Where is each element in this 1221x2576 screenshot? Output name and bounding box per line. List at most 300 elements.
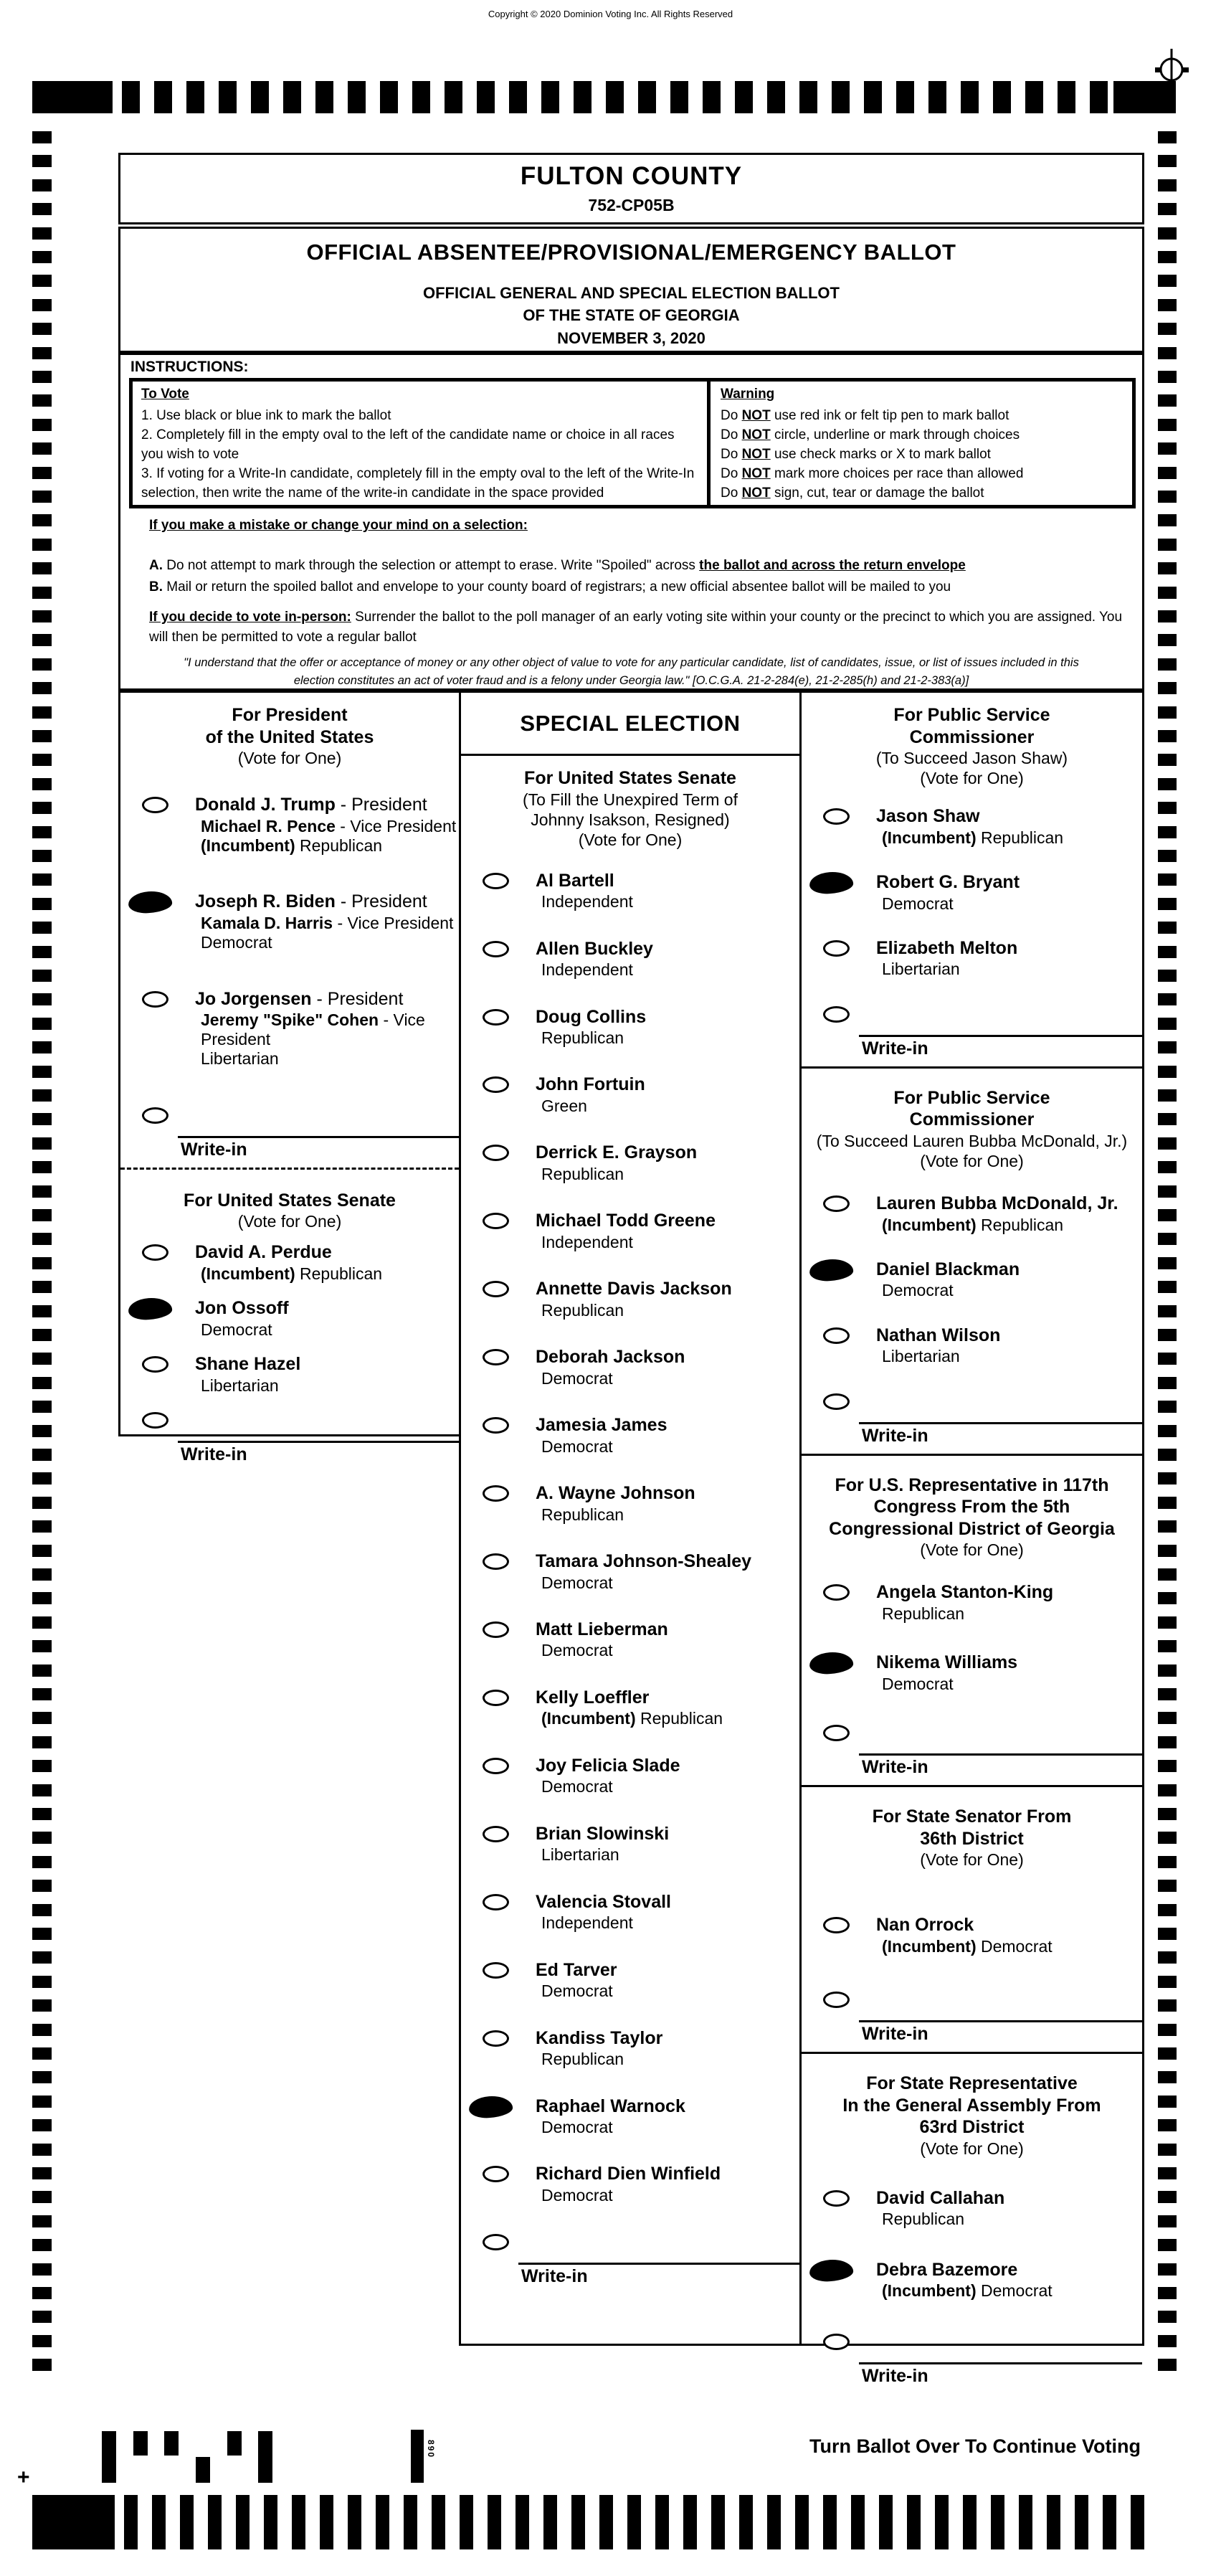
candidate-row xyxy=(802,1193,1142,1234)
edge-square-left xyxy=(32,706,52,719)
candidate-line-2: Libertarian xyxy=(882,1347,960,1366)
instructions-label: INSTRUCTIONS: xyxy=(130,359,249,375)
timing-bar xyxy=(208,2495,222,2549)
oval-michael-todd-greene[interactable] xyxy=(483,1213,509,1229)
oval-allen-buckley[interactable] xyxy=(483,941,509,957)
oval-deborah-jackson[interactable] xyxy=(483,1349,509,1365)
candidate-name-line: Kelly Loeffler xyxy=(536,1687,650,1708)
candidate-row xyxy=(461,938,799,980)
candidate-name-line: Shane Hazel xyxy=(195,1354,301,1375)
edge-square-right xyxy=(1158,299,1177,311)
candidate-text xyxy=(536,1891,799,1933)
edge-square-left xyxy=(32,1736,52,1748)
oval-debra-bazemore[interactable] xyxy=(809,2258,854,2283)
oval-david-callahan[interactable] xyxy=(823,2190,850,2207)
candidate-row xyxy=(802,2259,1142,2301)
candidate-text xyxy=(876,1914,1142,1956)
contest-header xyxy=(806,1806,1138,1870)
edge-square-left xyxy=(32,1281,52,1293)
timing-bar xyxy=(236,2495,250,2549)
write-in-row xyxy=(802,2331,1142,2362)
edge-square-left xyxy=(32,587,52,599)
election-date: NOVEMBER 3, 2020 xyxy=(557,329,705,347)
edge-square-left xyxy=(32,1137,52,1150)
edge-square-right xyxy=(1158,1497,1177,1509)
contest-subtitle-line: (To Succeed Lauren Bubba McDonald, Jr.) xyxy=(816,1131,1128,1150)
ballot-column-1 xyxy=(118,691,461,1464)
candidate-row xyxy=(461,1823,799,1865)
timing-bar xyxy=(488,2495,501,2549)
candidate-text xyxy=(876,2187,1142,2229)
candidate-row xyxy=(461,870,799,911)
timing-bar xyxy=(1025,81,1043,113)
candidate-text xyxy=(536,1550,799,1592)
barcode-bar xyxy=(133,2431,148,2456)
oval-derrick-e-grayson[interactable] xyxy=(483,1145,509,1161)
edge-square-right xyxy=(1158,898,1177,910)
edge-square-right xyxy=(1158,970,1177,982)
edge-square-left xyxy=(32,1041,52,1053)
edge-square-left xyxy=(32,658,52,671)
edge-square-right xyxy=(1158,1999,1177,2012)
oval-jon-ossoff[interactable] xyxy=(128,1297,173,1321)
warning-item: Do NOT sign, cut, tear or damage the ballot xyxy=(721,485,984,501)
barcode-bar xyxy=(102,2431,116,2483)
timing-bar xyxy=(993,81,1011,113)
oval-jamesia-james[interactable] xyxy=(483,1417,509,1434)
sequence-bar xyxy=(411,2430,424,2483)
edge-square-left xyxy=(32,1760,52,1772)
edge-square-left xyxy=(32,2096,52,2108)
edge-square-right xyxy=(1158,251,1177,263)
edge-square-left xyxy=(32,1425,52,1437)
instructions-box xyxy=(118,353,1144,691)
timing-block xyxy=(1113,81,1176,113)
edge-square-right xyxy=(1158,2119,1177,2131)
candidate-text xyxy=(536,1959,799,2001)
ballot-subtitle-1: OFFICIAL GENERAL AND SPECIAL ELECTION BALLOT xyxy=(423,284,840,302)
candidate-name-line: Jamesia James xyxy=(536,1415,667,1436)
contest-section xyxy=(461,756,799,2294)
edge-square-left xyxy=(32,1520,52,1533)
mistake-item: A. Do not attempt to mark through the selection or attempt to erase. Write "Spoiled" across the ballot and across the return envelope xyxy=(149,557,966,573)
edge-square-right xyxy=(1158,1089,1177,1102)
edge-square-right xyxy=(1158,778,1177,790)
oval-richard-dien-winfield[interactable] xyxy=(483,2166,509,2182)
oval-robert-g-bryant[interactable] xyxy=(809,871,854,895)
edge-square-left xyxy=(32,682,52,694)
edge-square-right xyxy=(1158,1520,1177,1533)
timing-bar xyxy=(152,2495,166,2549)
candidate-text xyxy=(536,1346,799,1388)
candidate-name-line: Jo Jorgensen - President xyxy=(195,988,404,1009)
candidate-line-3: Democrat xyxy=(201,933,272,952)
oval-write-in[interactable] xyxy=(823,1992,850,2008)
mistake-item: B. Mail or return the spoiled ballot and envelope to your county board of registrars; a new official absentee ballot will be mailed to you xyxy=(149,579,951,595)
candidate-text xyxy=(195,1353,459,1395)
write-in-row xyxy=(120,1104,459,1136)
oval-nathan-wilson[interactable] xyxy=(823,1327,850,1344)
candidate-text xyxy=(876,871,1142,913)
candidate-row xyxy=(461,1755,799,1796)
to-vote-item: 2. Completely fill in the empty oval to the left of the candidate name or choice in all races you wish to vote xyxy=(141,427,675,462)
write-in-row xyxy=(802,1989,1142,2020)
edge-square-left xyxy=(32,1976,52,1988)
oval-write-in[interactable] xyxy=(142,1412,168,1429)
edge-square-left xyxy=(32,1353,52,1365)
timing-bar xyxy=(571,2495,585,2549)
timing-bar xyxy=(1047,2495,1060,2549)
edge-square-right xyxy=(1158,562,1177,574)
contest-subtitle-line: (Vote for One) xyxy=(920,2139,1024,2158)
candidate-row xyxy=(461,1278,799,1320)
oval-donald-j-trump[interactable] xyxy=(142,797,168,813)
contest-title-line: Congressional District of Georgia xyxy=(829,1518,1115,1539)
contest-subtitle-line: (Vote for One) xyxy=(920,1850,1024,1870)
candidate-text xyxy=(536,1278,799,1320)
oval-write-in[interactable] xyxy=(823,1393,850,1410)
candidate-row xyxy=(120,1241,459,1283)
candidate-line-2: Republican xyxy=(882,2210,965,2229)
candidate-text xyxy=(195,1241,459,1283)
edge-square-right xyxy=(1158,730,1177,742)
write-in-row xyxy=(802,1003,1142,1035)
contest-header xyxy=(806,1087,1138,1171)
oval-valencia-stovall[interactable] xyxy=(483,1894,509,1910)
oval-lauren-bubba-mcdonald-jr[interactable] xyxy=(823,1195,850,1212)
write-in-label: Write-in xyxy=(862,1757,928,1778)
oval-al-bartell[interactable] xyxy=(483,873,509,889)
edge-square-right xyxy=(1158,1018,1177,1030)
edge-square-left xyxy=(32,275,52,287)
candidate-name-line: Allen Buckley xyxy=(536,938,653,959)
candidate-line-2: Democrat xyxy=(201,1320,272,1339)
contest-title-line: of the United States xyxy=(205,726,374,747)
edge-square-right xyxy=(1158,1951,1177,1964)
write-in-label: Write-in xyxy=(862,1038,928,1059)
candidate-row xyxy=(461,1414,799,1456)
candidate-name-line: Robert G. Bryant xyxy=(876,872,1020,893)
edge-square-left xyxy=(32,1832,52,1844)
contest-section xyxy=(120,693,459,1170)
edge-square-right xyxy=(1158,1568,1177,1581)
edge-square-left xyxy=(32,562,52,574)
oval-kelly-loeffler[interactable] xyxy=(483,1690,509,1706)
mistake-instructions xyxy=(149,516,1125,600)
candidate-text xyxy=(536,938,799,980)
oval-jo-jorgensen[interactable] xyxy=(142,991,168,1008)
write-in-label: Write-in xyxy=(862,2024,928,2045)
timing-bar xyxy=(460,2495,473,2549)
oval-daniel-blackman[interactable] xyxy=(809,1258,854,1282)
timing-bar xyxy=(574,81,592,113)
candidate-row xyxy=(461,1006,799,1048)
candidate-text xyxy=(536,2027,799,2069)
contest-header xyxy=(125,704,455,768)
candidate-line-2: Green xyxy=(541,1096,587,1115)
candidate-row xyxy=(802,1914,1142,1956)
edge-square-left xyxy=(32,179,52,191)
edge-square-left xyxy=(32,1018,52,1030)
contest-title-line: For President xyxy=(232,705,348,725)
ballot-title-box xyxy=(118,227,1144,353)
edge-square-left xyxy=(32,1880,52,1892)
edge-square-left xyxy=(32,1665,52,1677)
contest-header xyxy=(806,2073,1138,2159)
candidate-text xyxy=(876,1259,1142,1300)
candidate-text xyxy=(876,2259,1142,2301)
contest-subtitle-line: (To Fill the Unexpired Term of xyxy=(523,790,738,809)
timing-bar xyxy=(638,81,656,113)
edge-square-left xyxy=(32,610,52,622)
oval-joy-felicia-slade[interactable] xyxy=(483,1758,509,1774)
edge-square-right xyxy=(1158,203,1177,215)
edge-square-right xyxy=(1158,1353,1177,1365)
candidate-text xyxy=(536,1074,799,1115)
edge-square-right xyxy=(1158,873,1177,886)
contest-section xyxy=(120,1178,459,1472)
affirmation-line-1: "I understand that the offer or acceptance of money or any other object of value to vote for any particular candidate, list of candidates, issue, or list of issues included in this xyxy=(184,656,1079,669)
ballot-column-3 xyxy=(799,691,1144,2386)
county-header-box xyxy=(118,153,1144,224)
candidate-row xyxy=(120,988,459,1069)
edge-square-right xyxy=(1158,2239,1177,2251)
timing-bar xyxy=(627,2495,641,2549)
candidate-row xyxy=(120,794,459,855)
write-in-label: Write-in xyxy=(862,1425,928,1446)
oval-tamara-johnson-shealey[interactable] xyxy=(483,1553,509,1570)
timing-bar xyxy=(795,2495,809,2549)
timing-bar xyxy=(477,81,495,113)
timing-bar xyxy=(599,2495,613,2549)
edge-square-right xyxy=(1158,1688,1177,1700)
oval-shane-hazel[interactable] xyxy=(142,1356,168,1373)
edge-square-left xyxy=(32,155,52,167)
edge-square-right xyxy=(1158,1856,1177,1868)
edge-square-right xyxy=(1158,227,1177,240)
timing-bar xyxy=(541,81,559,113)
oval-joseph-r-biden[interactable] xyxy=(128,890,173,914)
county-name: FULTON COUNTY xyxy=(520,162,743,190)
contest-subtitle-line: (Vote for One) xyxy=(920,769,1024,788)
candidate-row xyxy=(802,1325,1142,1366)
edge-square-left xyxy=(32,1999,52,2012)
oval-write-in[interactable] xyxy=(823,1725,850,1741)
instructions-inner-box xyxy=(129,378,1136,508)
candidate-row xyxy=(802,2187,1142,2229)
edge-square-left xyxy=(32,1401,52,1413)
candidate-text xyxy=(876,1581,1142,1623)
edge-square-right xyxy=(1158,1665,1177,1677)
oval-elizabeth-melton[interactable] xyxy=(823,940,850,957)
warning-instructions xyxy=(707,382,1132,505)
edge-square-left xyxy=(32,1688,52,1700)
oval-write-in[interactable] xyxy=(142,1107,168,1124)
candidate-name-line: Al Bartell xyxy=(536,870,614,891)
candidate-text xyxy=(536,1414,799,1456)
edge-square-left xyxy=(32,347,52,359)
edge-square-left xyxy=(32,1161,52,1173)
edge-square-left xyxy=(32,1928,52,1940)
plus-registration-mark: + xyxy=(17,2466,30,2489)
edge-square-right xyxy=(1158,1185,1177,1198)
edge-square-right xyxy=(1158,1233,1177,1245)
edge-square-right xyxy=(1158,514,1177,526)
contest-title-line: Commissioner xyxy=(909,1109,1035,1130)
ballot-title: OFFICIAL ABSENTEE/PROVISIONAL/EMERGENCY BALLOT xyxy=(306,240,956,265)
edge-square-left xyxy=(32,491,52,503)
edge-square-left xyxy=(32,730,52,742)
edge-square-left xyxy=(32,1377,52,1389)
edge-square-right xyxy=(1158,394,1177,407)
candidate-name-line: Deborah Jackson xyxy=(536,1347,685,1368)
edge-square-left xyxy=(32,1305,52,1317)
edge-square-right xyxy=(1158,993,1177,1005)
candidate-line-2: Jeremy "Spike" Cohen - Vice President xyxy=(201,1010,425,1048)
oval-nan-orrock[interactable] xyxy=(823,1917,850,1933)
edge-square-right xyxy=(1158,826,1177,838)
ballot-code: 752-CP05B xyxy=(588,196,675,214)
edge-square-right xyxy=(1158,1377,1177,1389)
edge-square-right xyxy=(1158,1305,1177,1317)
candidate-text xyxy=(536,1142,799,1183)
edge-square-left xyxy=(32,539,52,551)
contest-title-line: In the General Assembly From xyxy=(842,2095,1101,2116)
oval-john-fortuin[interactable] xyxy=(483,1076,509,1093)
oval-matt-lieberman[interactable] xyxy=(483,1621,509,1638)
timing-bar xyxy=(735,81,753,113)
oval-annette-davis-jackson[interactable] xyxy=(483,1281,509,1297)
candidate-row xyxy=(461,2163,799,2205)
candidate-line-2: Independent xyxy=(541,892,633,911)
oval-david-a-perdue[interactable] xyxy=(142,1244,168,1261)
barcode-bar xyxy=(227,2431,242,2456)
contest-title-line: For United States Senate xyxy=(184,1190,396,1211)
edge-square-left xyxy=(32,754,52,766)
timing-bar xyxy=(961,81,979,113)
timing-bar xyxy=(320,2495,333,2549)
edge-square-left xyxy=(32,1568,52,1581)
oval-write-in[interactable] xyxy=(483,2234,509,2250)
candidate-row xyxy=(461,1074,799,1115)
edge-square-left xyxy=(32,1856,52,1868)
oval-a-wayne-johnson[interactable] xyxy=(483,1485,509,1502)
candidate-text xyxy=(536,1687,799,1728)
oval-jason-shaw[interactable] xyxy=(823,808,850,825)
candidate-name-line: Daniel Blackman xyxy=(876,1259,1020,1279)
edge-square-right xyxy=(1158,2071,1177,2083)
candidate-line-2: Republican xyxy=(541,1505,624,1524)
edge-square-left xyxy=(32,1640,52,1652)
candidate-name-line: Joy Felicia Slade xyxy=(536,1755,680,1776)
oval-nikema-williams[interactable] xyxy=(809,1651,854,1675)
candidate-line-2: Democrat xyxy=(541,1573,613,1592)
contest-subtitle-line: (Vote for One) xyxy=(578,830,683,849)
edge-square-left xyxy=(32,419,52,431)
vote-for-line: (Vote for One) xyxy=(237,749,342,767)
vote-for-line: (Vote for One) xyxy=(237,1212,342,1231)
oval-brian-slowinski[interactable] xyxy=(483,1826,509,1842)
edge-square-left xyxy=(32,922,52,934)
edge-square-right xyxy=(1158,1760,1177,1772)
edge-square-right xyxy=(1158,2096,1177,2108)
oval-kandiss-taylor[interactable] xyxy=(483,2030,509,2047)
candidate-line-2: Libertarian xyxy=(201,1375,279,1395)
candidate-line-2: Democrat xyxy=(541,1777,613,1796)
candidate-text xyxy=(195,1297,459,1339)
oval-ed-tarver[interactable] xyxy=(483,1962,509,1979)
warning-item: Do NOT mark more choices per race than allowed xyxy=(721,465,1024,481)
candidate-line-2: (Incumbent) Democrat xyxy=(882,1936,1053,1956)
candidate-name-line: David Callahan xyxy=(876,2187,1005,2208)
candidate-line-2: Republican xyxy=(882,1604,965,1623)
edge-square-right xyxy=(1158,2191,1177,2203)
timing-bar xyxy=(864,81,882,113)
candidate-row xyxy=(461,2096,799,2137)
contest-title-line: Congress From the 5th xyxy=(873,1497,1070,1517)
mistake-label: If you make a mistake or change your mind on a selection: xyxy=(149,518,528,533)
edge-square-right xyxy=(1158,155,1177,167)
timing-block xyxy=(32,81,113,113)
write-in-label: Write-in xyxy=(862,2365,928,2386)
edge-square-right xyxy=(1158,1472,1177,1484)
edge-square-left xyxy=(32,1712,52,1724)
affirmation-line-2: election constitutes an act of voter fraud and is a felony under Georgia law." [O.C.G.A. 21-2-284(e), 21-2-285(h) and 21-2-383(a)] xyxy=(293,673,969,687)
edge-square-right xyxy=(1158,1449,1177,1461)
candidate-text xyxy=(876,1193,1142,1234)
candidate-line-2: (Incumbent) Republican xyxy=(541,1709,723,1728)
oval-raphael-warnock[interactable] xyxy=(468,2094,513,2118)
timing-bar xyxy=(832,81,850,113)
candidate-line-2: Kamala D. Harris - Vice President xyxy=(201,913,454,932)
edge-square-left xyxy=(32,514,52,526)
edge-square-right xyxy=(1158,491,1177,503)
candidate-row xyxy=(461,1687,799,1728)
edge-square-left xyxy=(32,2311,52,2323)
oval-angela-stanton-king[interactable] xyxy=(823,1584,850,1601)
write-in-row xyxy=(120,1409,459,1441)
oval-doug-collins[interactable] xyxy=(483,1009,509,1026)
candidate-text xyxy=(536,1006,799,1048)
timing-bar xyxy=(509,81,527,113)
candidate-text xyxy=(536,1619,799,1660)
candidate-row xyxy=(461,1959,799,2001)
timing-bar xyxy=(445,81,462,113)
timing-bar xyxy=(711,2495,725,2549)
edge-square-left xyxy=(32,634,52,646)
timing-bar xyxy=(767,2495,781,2549)
candidate-text xyxy=(195,794,459,855)
edge-square-left xyxy=(32,1209,52,1221)
contest-header xyxy=(806,1474,1138,1561)
timing-bar xyxy=(348,2495,361,2549)
timing-bar xyxy=(219,81,237,113)
edge-square-left xyxy=(32,850,52,862)
timing-bar xyxy=(703,81,721,113)
edge-square-left xyxy=(32,1784,52,1796)
edge-square-left xyxy=(32,2359,52,2371)
edge-square-left xyxy=(32,1329,52,1341)
oval-write-in[interactable] xyxy=(823,2334,850,2350)
timing-bar xyxy=(928,81,946,113)
edge-square-right xyxy=(1158,323,1177,335)
oval-write-in[interactable] xyxy=(823,1006,850,1023)
edge-square-right xyxy=(1158,1736,1177,1748)
candidate-name-line: David A. Perdue xyxy=(195,1242,332,1263)
contest-subtitle-line: (Vote for One) xyxy=(920,1151,1024,1170)
candidate-name-line: Derrick E. Grayson xyxy=(536,1142,698,1163)
candidate-line-2: Michael R. Pence - Vice President xyxy=(201,816,457,835)
